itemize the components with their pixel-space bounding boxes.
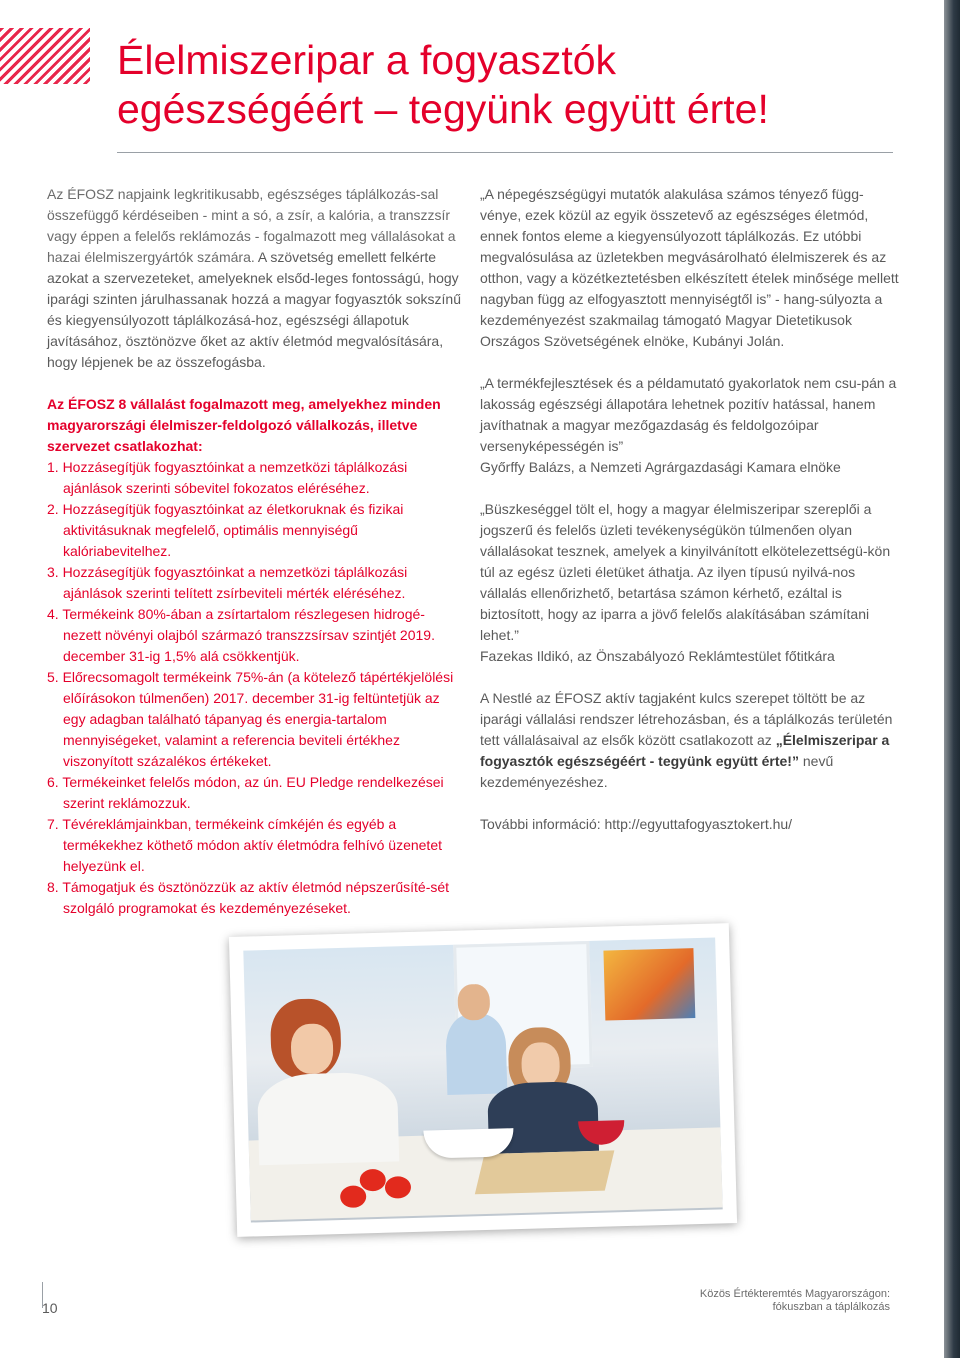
quote-kubanyi: „A népegészségügyi mutatók alakulása számos tényező függ-vénye, ezek közül az egyik összetevő az egészséges életmód, ennek fontos eleme a kiegyensúlyozott táplálkozás. Ez utóbbi megvalósulása az üzletekben megvásárolható élelmiszerek és az otthon, vagy a közétkeztetésben elkészített ételek minősége mellett nagyban függ az elfogyasztott mennyiségtől is” - hang-súlyozta a kezdeményezést szakmailag támogató Magyar Dietetikusok Országos Szövetségének elnöke, Kubányi Jolán. [480, 186, 899, 349]
spacer [480, 478, 900, 499]
photo-painting [603, 948, 695, 1020]
footer-line-1: Közös Értékteremtés Magyarországon: [699, 1288, 890, 1300]
more-info-link[interactable]: További információ: http://egyuttafogyasztokert.hu/ [480, 816, 793, 832]
page-number: 10 [42, 1300, 58, 1316]
intro-paragraph [47, 184, 462, 373]
spacer [47, 373, 462, 394]
photo-man [445, 1013, 507, 1095]
decorative-stripes [0, 28, 90, 84]
title-divider [117, 152, 893, 153]
initiative-name: „Élelmiszeripar a fogyasztók egészségéért - tegyünk együtt érte!” [480, 732, 890, 769]
spacer [480, 667, 900, 688]
intro-text-rest: A szövetség emellett felkérte azokat a szervezeteket, amelyeknek elsőd-leges fontosságú, hogy iparági szinten járulhassanak hozzá a magyar fogyasztók sokszínű és kiegyensúlyozott táplálkozásá-hoz, egészségi állapotuk javításához, ösztönözve őket az aktív életmód megvalósítására, hogy lépjenek be az összefogásba. [47, 249, 461, 370]
commitments-heading: Az ÉFOSZ 8 vállalást fogalmazott meg, amelyekhez minden magyarországi élelmiszer-feldolgozó vállalkozás, illetve szervezet csatlakozhat: [47, 396, 441, 454]
nestle-paragraph [480, 688, 900, 793]
page-title [117, 36, 907, 134]
nestle-text-end: nevű kezdeményezéshez. [480, 753, 834, 790]
nestle-text-start: A Nestlé az ÉFOSZ aktív tagjaként kulcs szerepet töltött be az iparági vállalási rendszer létrehozásban, és a táplálkozás területén tett vállalásaival az elsők között csatlakozott az [480, 690, 893, 748]
quote-fazekas: „Büszkeséggel tölt el, hogy a magyar élelmiszeripar szereplői a jogszerű és felelős üzleti tevékenységükön túlmenően olyan vállalásokat tesznek, amelyek a kinyilvánított elkötelezettségü-kön túl az egész üzleti életüket áthatja. Az ilyen típusú nyilvá-nos vállalás ellenőrizhető, betartása számon kérhető, ezáltal is biztosított, hogy az iparra a jövő felelős alakításában számítani lehet.” [480, 501, 891, 643]
commitment-item: 6. Termékeinket felelős módon, az ún. EU Pledge rendelkezései szerint reklámozzuk. [47, 774, 444, 811]
right-column [480, 184, 900, 835]
commitments-list [47, 457, 462, 919]
photo-girl-body [257, 1071, 399, 1165]
spacer [480, 352, 900, 373]
commitment-item: 8. Támogatjuk és ösztönözzük az aktív életmód népszerűsíté-sét szolgáló programokat és kezdeményezéseket. [47, 879, 450, 916]
quote-gyorffy-author: Győrffy Balázs, a Nemzeti Agrárgazdasági Kamara elnöke [480, 459, 841, 475]
photo-man-head [457, 984, 490, 1021]
page-title-line-2: egészségéért – tegyünk együtt érte! [117, 86, 769, 132]
page-title-line-1: Élelmiszeripar a fogyasztók [117, 37, 617, 83]
footer-line-2: fókuszban a táplálkozás [772, 1301, 890, 1313]
commitment-item: 2. Hozzásegítjük fogyasztóinkat az életkoruknak és fizikai aktivitásuknak megfelelő, optimális mennyiségű kalóriabevitelhez. [47, 501, 404, 559]
commitment-item: 7. Tévéreklámjainkban, termékeink címkéjén és egyéb a termékekhez köthető módon aktív életmódra felhívó üzenetet helyezünk el. [47, 816, 442, 874]
family-kitchen-photo [243, 937, 722, 1222]
commitment-item: 4. Termékeink 80%-ában a zsírtartalom részlegesen hidrogé-nezett növényi olajból származó transzzsírsav szintjét 2019. december 31-ig 1,5% alá csökkentjük. [47, 606, 435, 664]
quote-gyorffy: „A termékfejlesztések és a példamutató gyakorlatok nem csu-pán a lakosság egészségi állapotára lehetnek pozitív hatással, hanem javíthatnak a magyar mezőgazdaság és feldolgozóipar versenyképességén is” [480, 375, 897, 454]
photo-cutting-board [475, 1150, 615, 1194]
spacer [480, 793, 900, 814]
quote-fazekas-author: Fazekas Ildikó, az Önszabályozó Reklámtestület főtitkára [480, 648, 835, 664]
photo-girl-face [290, 1023, 333, 1074]
commitment-item: 5. Előrecsomagolt termékeink 75%-án (a kötelező tápértékjelölési előírásokon túlmenően) 2017. december 31-ig feltüntetjük az egy adagban található tápanyag és energia-tartalom mennyiségeket, valamint a referencia beviteli értékhez viszonyított százalékos értékeket. [47, 669, 454, 769]
intro-text-grey: Az ÉFOSZ napjaink legkritikusabb, egészséges táplálkozás-sal összefüggő kérdéseiben - mint a só, a zsír, a kalória, a transzzsír vagy éppen a felelős reklámozás - fogalmazott meg vállalásokat a hazai élelmiszergyártók számára. [47, 186, 456, 265]
commitment-item: 1. Hozzásegítjük fogyasztóinkat a nemzetközi táplálkozási ajánlások szerinti sóbevitel fokozatos eléréséhez. [47, 459, 408, 496]
footer-caption [590, 1288, 890, 1314]
page-edge-shadow [944, 0, 960, 1358]
left-column [47, 184, 462, 919]
family-kitchen-photo-frame [229, 923, 737, 1237]
commitment-item: 3. Hozzásegítjük fogyasztóinkat a nemzetközi táplálkozási ajánlások szerinti telített zsírbeviteli mérték eléréséhez. [47, 564, 408, 601]
